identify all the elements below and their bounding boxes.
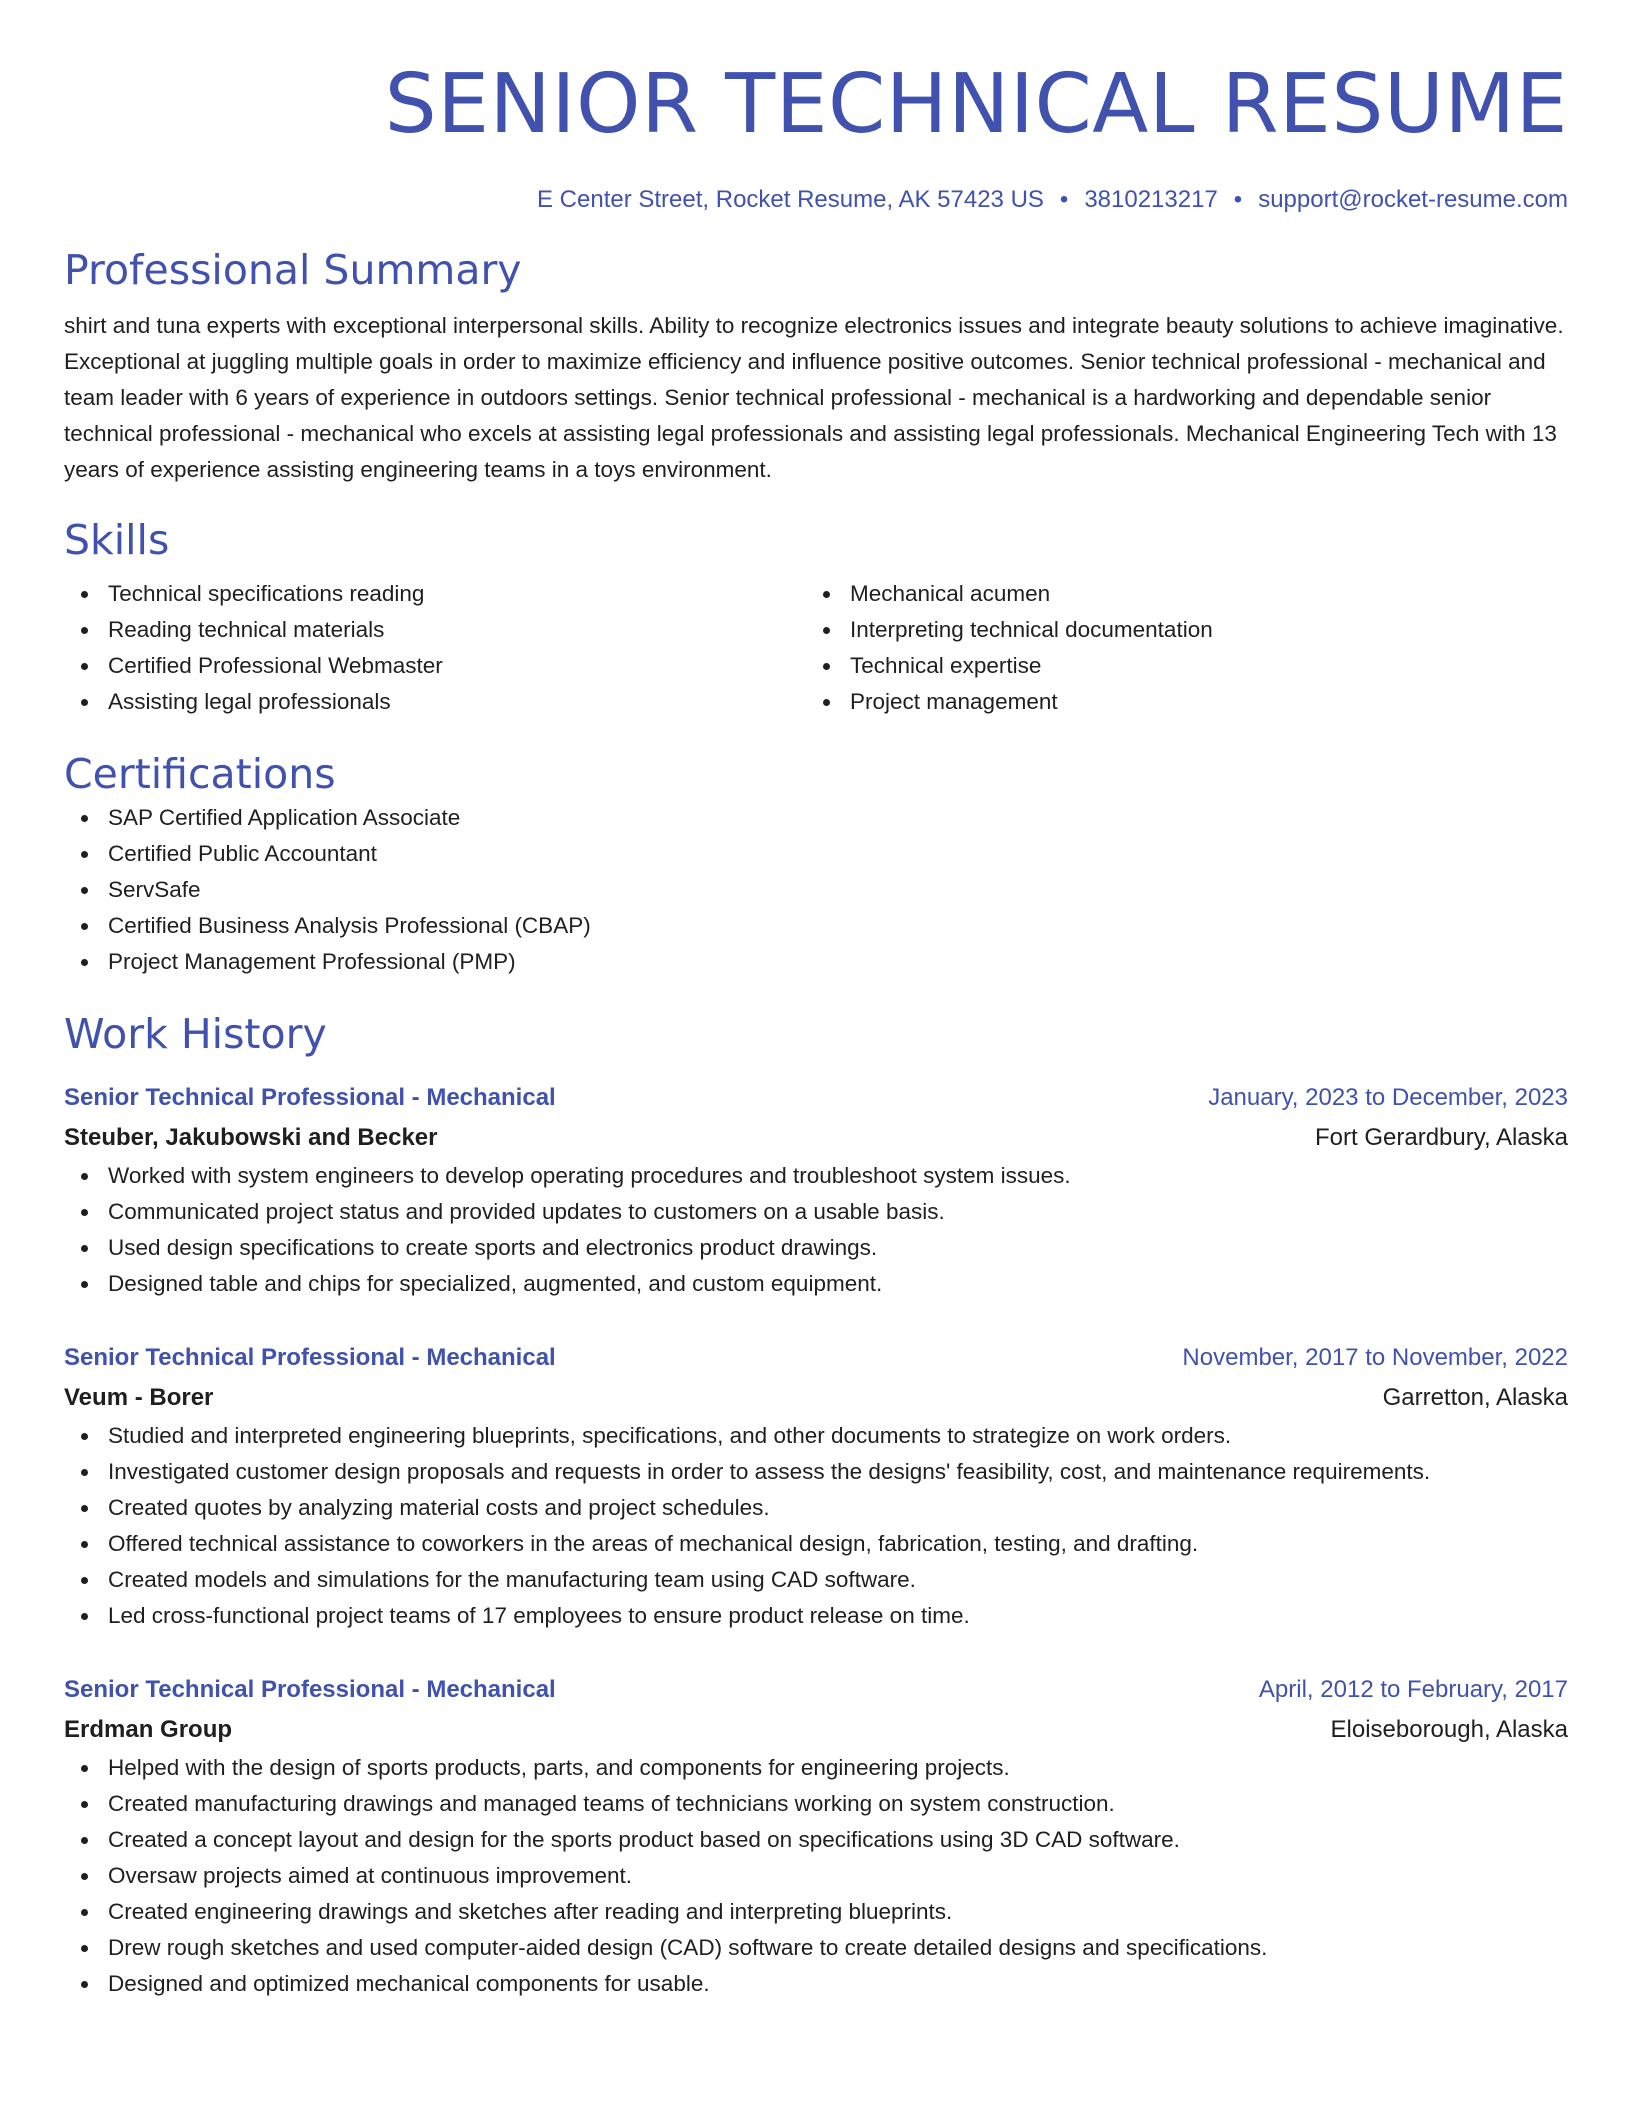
skills-list-left xyxy=(64,576,806,720)
certification-item: Project Management Professional (PMP) xyxy=(64,944,1568,980)
skills-heading: Skills xyxy=(64,516,170,564)
contact-phone: 3810213217 xyxy=(1084,186,1218,213)
job-dates: April, 2012 to February, 2017 xyxy=(1258,1676,1568,1703)
job-entry xyxy=(64,1670,1568,2002)
job-bullet: Designed and optimized mechanical components for usable. xyxy=(64,1966,1568,2002)
job-bullet: Communicated project status and provided updates to customers on a usable basis. xyxy=(64,1194,1568,1230)
skill-item: Reading technical materials xyxy=(64,612,806,648)
job-bullet: Used design specifications to create sports and electronics product drawings. xyxy=(64,1230,1568,1266)
skill-item: Project management xyxy=(806,684,1548,720)
job-title: Senior Technical Professional - Mechanical xyxy=(64,1676,556,1703)
skill-item: Interpreting technical documentation xyxy=(806,612,1548,648)
certification-item: Certified Public Accountant xyxy=(64,836,1568,872)
skill-item: Certified Professional Webmaster xyxy=(64,648,806,684)
job-company: Veum - Borer xyxy=(64,1384,214,1411)
job-bullet: Offered technical assistance to coworkers in the areas of mechanical design, fabrication, testing, and drafting. xyxy=(64,1526,1568,1562)
job-title: Senior Technical Professional - Mechanical xyxy=(64,1344,556,1371)
job-header-row xyxy=(64,1670,1568,1710)
job-bullet: Created quotes by analyzing material costs and project schedules. xyxy=(64,1490,1568,1526)
job-entry xyxy=(64,1338,1568,1634)
resume-name: SENIOR TECHNICAL RESUME xyxy=(384,57,1568,152)
job-company-row xyxy=(64,1118,1568,1158)
job-bullet: Helped with the design of sports products, parts, and components for engineering projects. xyxy=(64,1750,1568,1786)
job-bullet: Drew rough sketches and used computer-aided design (CAD) software to create detailed designs and specifications. xyxy=(64,1930,1568,1966)
skill-item: Assisting legal professionals xyxy=(64,684,806,720)
skills-columns xyxy=(64,576,1568,720)
job-dates: January, 2023 to December, 2023 xyxy=(1208,1084,1568,1111)
certifications-heading: Certifications xyxy=(64,750,336,798)
contact-line xyxy=(64,184,1568,216)
job-dates: November, 2017 to November, 2022 xyxy=(1182,1344,1568,1371)
job-company-row xyxy=(64,1710,1568,1750)
certification-item: ServSafe xyxy=(64,872,1568,908)
contact-separator: • xyxy=(1059,186,1069,213)
skill-item: Technical specifications reading xyxy=(64,576,806,612)
resume-page xyxy=(64,0,1568,2112)
work-history-heading: Work History xyxy=(64,1010,327,1058)
job-bullet: Oversaw projects aimed at continuous improvement. xyxy=(64,1858,1568,1894)
skill-item: Technical expertise xyxy=(806,648,1548,684)
job-bullet: Created models and simulations for the manufacturing team using CAD software. xyxy=(64,1562,1568,1598)
job-bullet: Created manufacturing drawings and managed teams of technicians working on system construction. xyxy=(64,1786,1568,1822)
job-bullet: Worked with system engineers to develop operating procedures and troubleshoot system issues. xyxy=(64,1158,1568,1194)
job-bullet: Studied and interpreted engineering blueprints, specifications, and other documents to strategize on work orders. xyxy=(64,1418,1568,1454)
job-company-row xyxy=(64,1378,1568,1418)
job-location: Fort Gerardbury, Alaska xyxy=(1315,1124,1568,1151)
job-location: Garretton, Alaska xyxy=(1382,1384,1568,1411)
skills-column-right xyxy=(806,576,1548,720)
job-title: Senior Technical Professional - Mechanical xyxy=(64,1084,556,1111)
job-entry xyxy=(64,1078,1568,1302)
certification-item: Certified Business Analysis Professional (CBAP) xyxy=(64,908,1568,944)
job-company: Erdman Group xyxy=(64,1716,233,1743)
skills-column-left xyxy=(64,576,806,720)
job-bullets xyxy=(64,1418,1568,1634)
job-bullet: Created engineering drawings and sketches after reading and interpreting blueprints. xyxy=(64,1894,1568,1930)
job-header-row xyxy=(64,1078,1568,1118)
job-bullet: Investigated customer design proposals and requests in order to assess the designs' feasibility, cost, and maintenance requirements. xyxy=(64,1454,1568,1490)
job-bullet: Led cross-functional project teams of 17 employees to ensure product release on time. xyxy=(64,1598,1568,1634)
job-bullets xyxy=(64,1750,1568,2002)
contact-separator: • xyxy=(1233,186,1243,213)
job-header-row xyxy=(64,1338,1568,1378)
job-bullet: Designed table and chips for specialized, augmented, and custom equipment. xyxy=(64,1266,1568,1302)
certifications-list xyxy=(64,800,1568,980)
skills-list-right xyxy=(806,576,1548,720)
contact-email: support@rocket-resume.com xyxy=(1258,186,1568,213)
job-bullets xyxy=(64,1158,1568,1302)
job-location: Eloiseborough, Alaska xyxy=(1330,1716,1568,1743)
skill-item: Mechanical acumen xyxy=(806,576,1548,612)
certification-item: SAP Certified Application Associate xyxy=(64,800,1568,836)
summary-heading: Professional Summary xyxy=(64,246,522,294)
job-bullet: Created a concept layout and design for the sports product based on specifications using 3D CAD software. xyxy=(64,1822,1568,1858)
contact-address: E Center Street, Rocket Resume, AK 57423 US xyxy=(536,186,1044,213)
job-company: Steuber, Jakubowski and Becker xyxy=(64,1124,438,1151)
summary-text: shirt and tuna experts with exceptional interpersonal skills. Ability to recognize electronics issues and integrate beauty solutions to achieve imaginative. Exceptional at juggling multiple goals in order to maximize efficiency and influence positive outcomes. Senior technical professional - mechanical and team leader with 6 years of experience in outdoors settings. Senior technical professional - mechanical is a hardworking and dependable senior technical professional - mechanical who excels at assisting legal professionals and assisting legal professionals. Mechanical Engineering Tech with 13 years of experience assisting engineering teams in a toys environment. xyxy=(64,313,1564,482)
